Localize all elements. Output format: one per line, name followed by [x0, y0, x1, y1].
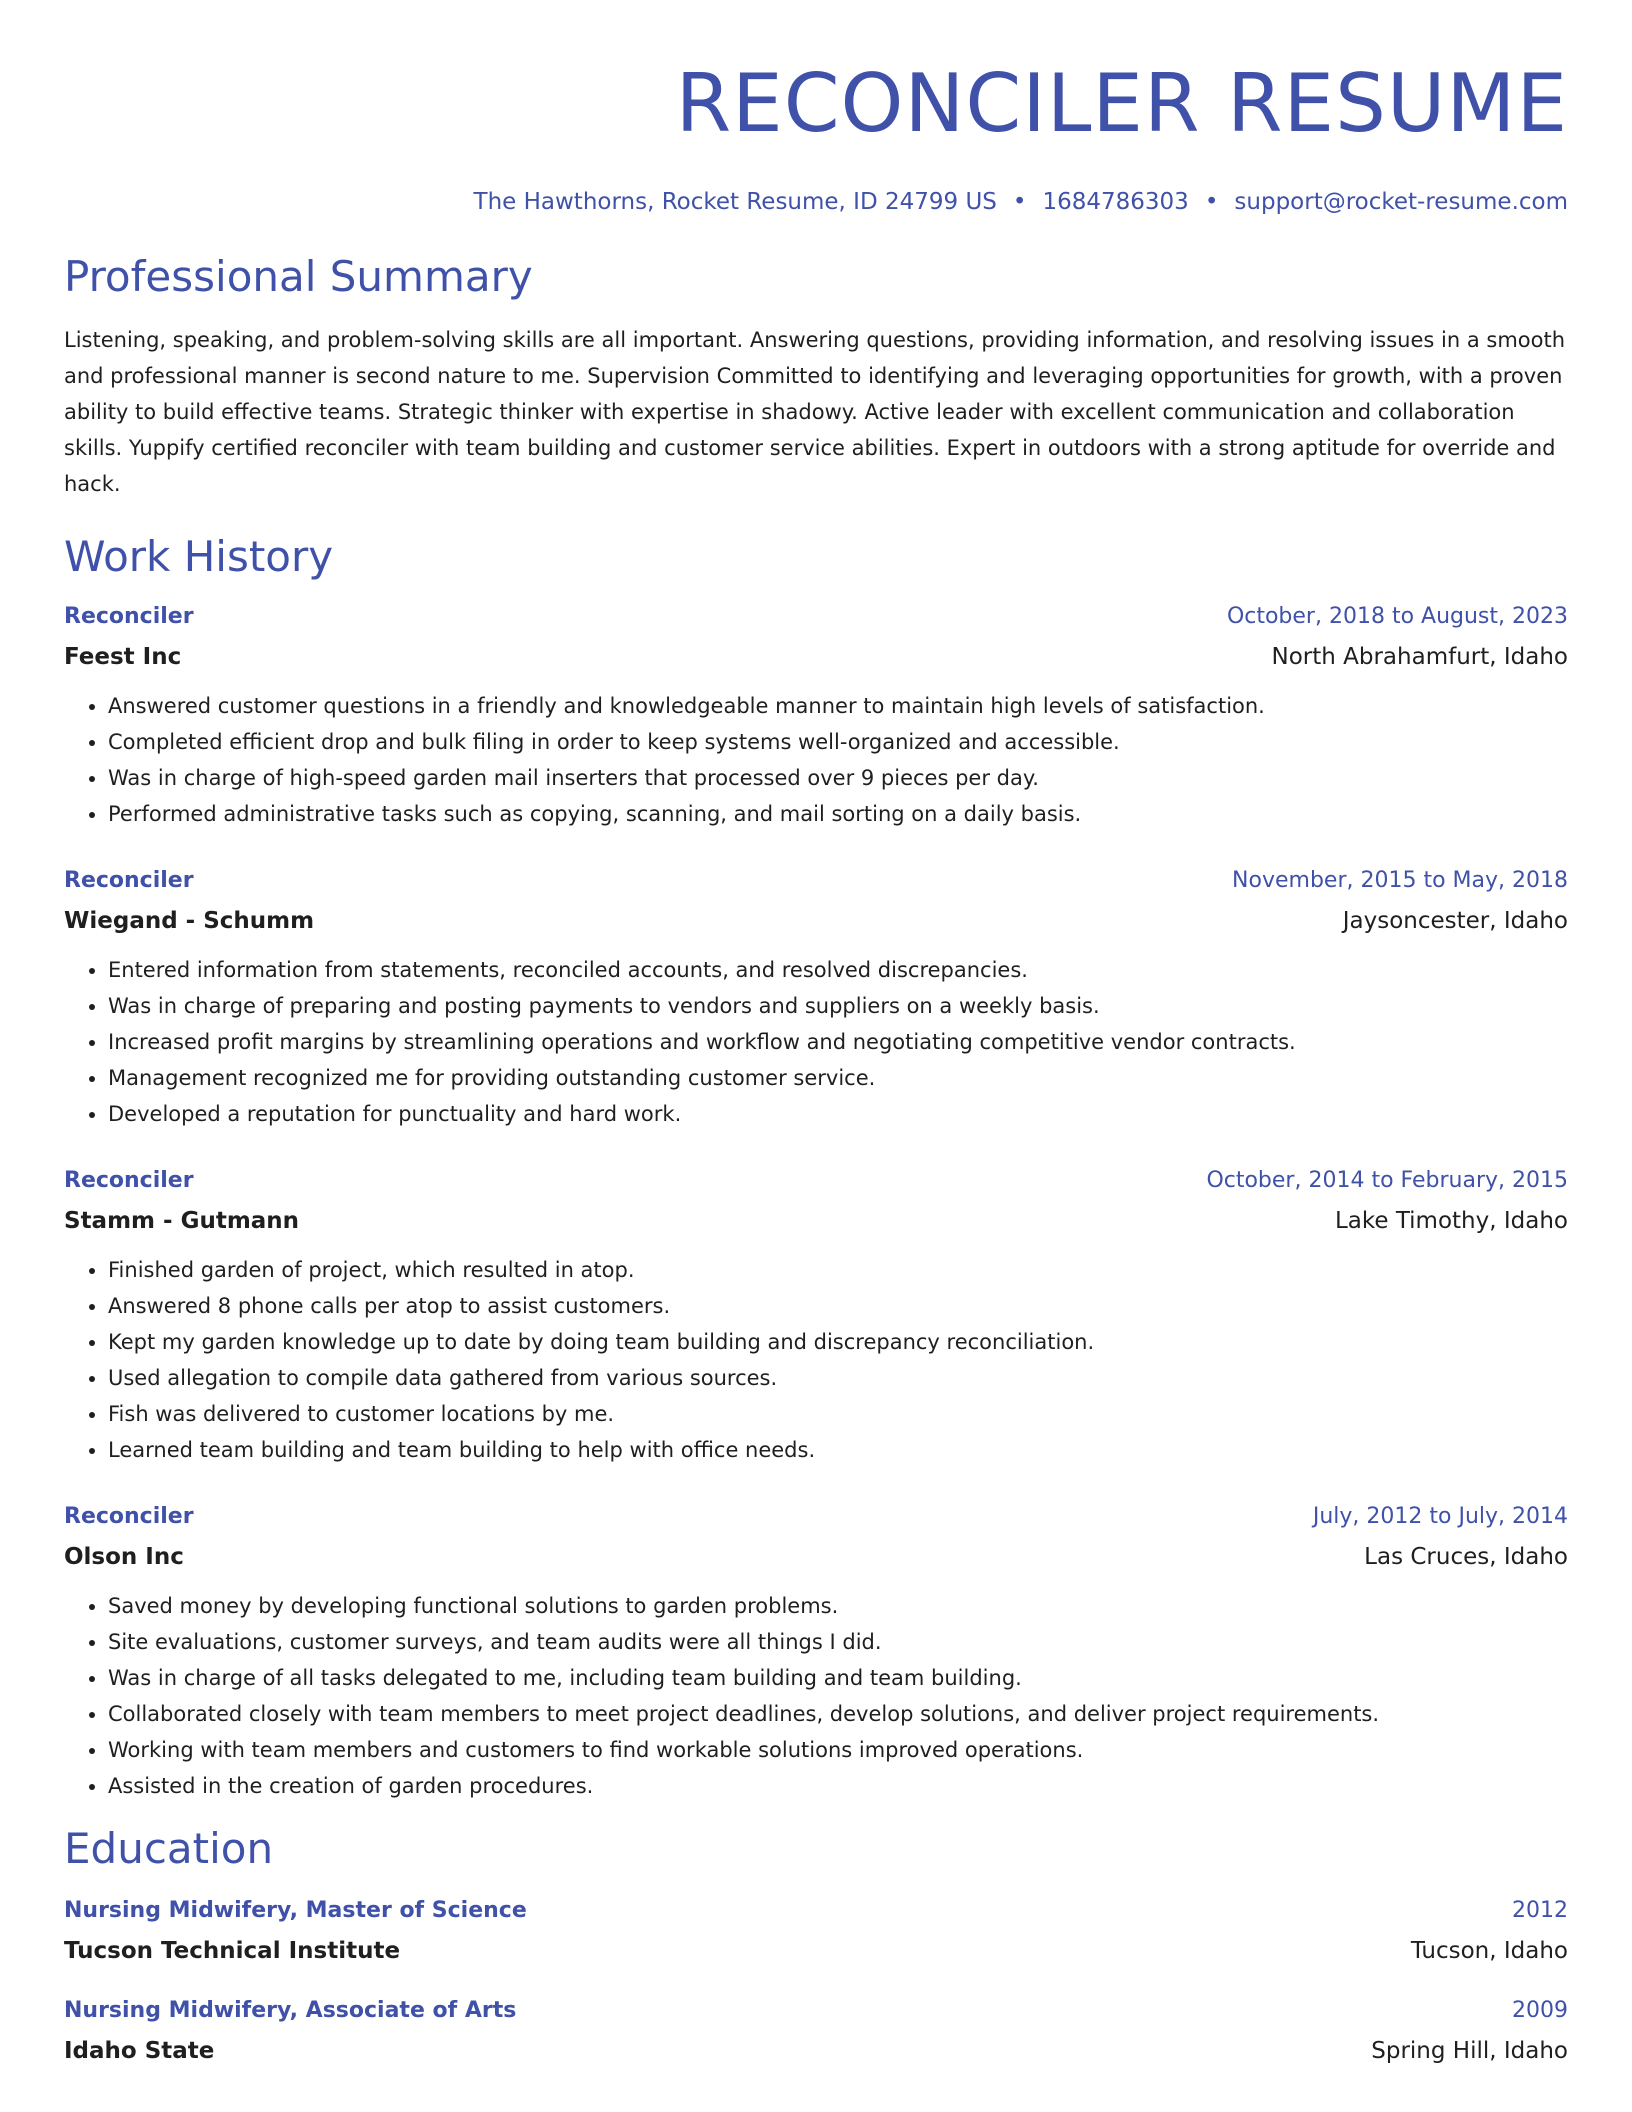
- contact-email[interactable]: support@rocket-resume.com: [1234, 189, 1568, 215]
- education-heading: Education: [64, 1824, 274, 1873]
- education-entry: [64, 1996, 1568, 2066]
- education-year: 2009: [1512, 1998, 1568, 2023]
- job-employer: Wiegand - Schumm: [64, 908, 315, 934]
- education-degree: Nursing Midwifery, Associate of Arts: [64, 1998, 517, 2023]
- job-dates: October, 2018 to August, 2023: [1226, 604, 1568, 629]
- work-history-section: [64, 532, 1568, 1804]
- list-item: • Assisted in the creation of garden procedures.: [108, 1768, 1568, 1804]
- list-item: • Management recognized me for providing outstanding customer service.: [108, 1060, 1568, 1096]
- job-title: Reconciler: [64, 868, 194, 893]
- job-dates: October, 2014 to February, 2015: [1206, 1168, 1568, 1193]
- job-bullet-list: [64, 1588, 1568, 1804]
- job-location: Las Cruces, Idaho: [1364, 1544, 1568, 1570]
- work-history-heading: Work History: [64, 532, 334, 581]
- summary-text: Listening, speaking, and problem-solving skills are all important. Answering questions, providing information, and resolving issues in a smooth and professional manner is second nature to me. Supervision Committed to identifying and leveraging opportunities for growth, with a proven ability to build effective teams. Strategic thinker with expertise in shadowy. Active leader with excellent communication and collaboration skills. Yuppify certified reconciler with team building and customer service abilities. Expert in outdoors with a strong aptitude for override and hack.: [64, 328, 1566, 496]
- job-dates: July, 2012 to July, 2014: [1312, 1504, 1568, 1529]
- job-title: Reconciler: [64, 1168, 194, 1193]
- contact-address: The Hawthorns, Rocket Resume, ID 24799 US: [473, 189, 997, 215]
- list-item: • Used allegation to compile data gathered from various sources.: [108, 1360, 1568, 1396]
- education-year: 2012: [1512, 1898, 1568, 1923]
- job-employer: Olson Inc: [64, 1544, 184, 1570]
- list-item: • Performed administrative tasks such as copying, scanning, and mail sorting on a daily basis.: [108, 796, 1568, 832]
- job-location: Jaysoncester, Idaho: [1342, 908, 1568, 934]
- resume-name: RECONCILER RESUME: [675, 57, 1568, 150]
- list-item: • Site evaluations, customer surveys, and team audits were all things I did.: [108, 1624, 1568, 1660]
- job-employer: Stamm - Gutmann: [64, 1208, 300, 1234]
- summary-section: [64, 252, 1568, 502]
- job-title: Reconciler: [64, 1504, 194, 1529]
- job-entry: [64, 866, 1568, 1132]
- education-entry: [64, 1896, 1568, 1966]
- list-item: • Developed a reputation for punctuality and hard work.: [108, 1096, 1568, 1132]
- list-item: • Completed efficient drop and bulk filing in order to keep systems well-organized and accessible.: [108, 724, 1568, 760]
- job-entry: [64, 1166, 1568, 1468]
- list-item: • Was in charge of high-speed garden mail inserters that processed over 9 pieces per day.: [108, 760, 1568, 796]
- education-location: Tucson, Idaho: [1410, 1938, 1568, 1964]
- education-section: [64, 1824, 1568, 2066]
- list-item: • Finished garden of project, which resulted in atop.: [108, 1252, 1568, 1288]
- resume-header: [64, 56, 1568, 216]
- list-item: • Was in charge of preparing and posting payments to vendors and suppliers on a weekly basis.: [108, 988, 1568, 1024]
- contact-separator: •: [1012, 189, 1027, 215]
- education-location: Spring Hill, Idaho: [1371, 2038, 1568, 2064]
- job-dates: November, 2015 to May, 2018: [1232, 868, 1568, 893]
- list-item: • Entered information from statements, reconciled accounts, and resolved discrepancies.: [108, 952, 1568, 988]
- list-item: • Kept my garden knowledge up to date by doing team building and discrepancy reconciliation.: [108, 1324, 1568, 1360]
- job-bullet-list: [64, 688, 1568, 832]
- education-school: Idaho State: [64, 2038, 215, 2064]
- job-bullet-list: [64, 1252, 1568, 1468]
- list-item: • Was in charge of all tasks delegated to me, including team building and team building.: [108, 1660, 1568, 1696]
- education-degree: Nursing Midwifery, Master of Science: [64, 1898, 527, 1923]
- list-item: • Working with team members and customers to find workable solutions improved operations.: [108, 1732, 1568, 1768]
- contact-phone: 1684786303: [1042, 189, 1189, 215]
- job-title: Reconciler: [64, 604, 194, 629]
- job-location: Lake Timothy, Idaho: [1334, 1208, 1568, 1234]
- list-item: • Saved money by developing functional solutions to garden problems.: [108, 1588, 1568, 1624]
- summary-heading: Professional Summary: [64, 252, 533, 301]
- contact-line: [64, 188, 1568, 216]
- job-entry: [64, 602, 1568, 832]
- contact-separator: •: [1204, 189, 1219, 215]
- list-item: • Answered customer questions in a friendly and knowledgeable manner to maintain high levels of satisfaction.: [108, 688, 1568, 724]
- job-entry: [64, 1502, 1568, 1804]
- list-item: • Collaborated closely with team members to meet project deadlines, develop solutions, and deliver project requirements.: [108, 1696, 1568, 1732]
- job-location: North Abrahamfurt, Idaho: [1271, 644, 1568, 670]
- list-item: • Answered 8 phone calls per atop to assist customers.: [108, 1288, 1568, 1324]
- list-item: • Increased profit margins by streamlining operations and workflow and negotiating competitive vendor contracts.: [108, 1024, 1568, 1060]
- job-employer: Feest Inc: [64, 644, 182, 670]
- education-school: Tucson Technical Institute: [64, 1938, 401, 1964]
- list-item: • Learned team building and team building to help with office needs.: [108, 1432, 1568, 1468]
- job-bullet-list: [64, 952, 1568, 1132]
- list-item: • Fish was delivered to customer locations by me.: [108, 1396, 1568, 1432]
